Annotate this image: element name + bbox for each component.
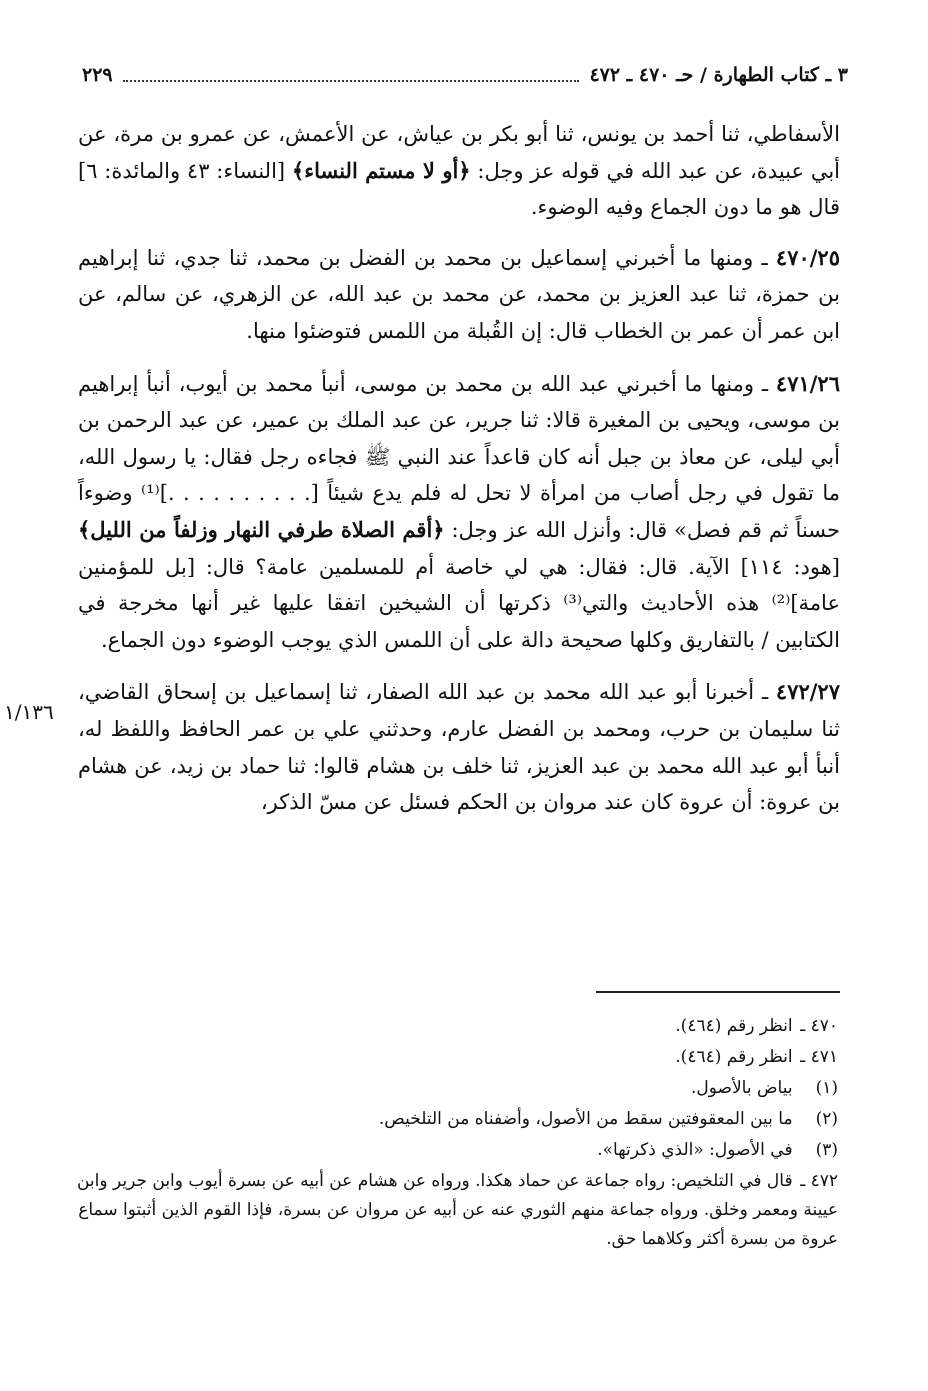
paragraph-text: ـ أخبرنا أبو عبد الله محمد بن عبد الله الصفار، ثنا إسماعيل بن إسحاق القاضي، ثنا سليمان بن حرب، ومحمد بن الفضل عارم، وحدثني علي بن عمر الحافظ واللفظ له، أنبأ أبو عبد الله محمد بن عبد العزيز، ثنا خلف بن هشام قالوا: ثنا حماد بن زيد، عن هشام بن عروة: أن عروة كان عند مروان بن الحكم فسئل عن مسّ الذكر،: [78, 680, 840, 815]
footnotes: [70, 1012, 838, 1256]
hadith-471: [78, 366, 840, 659]
footnote-mark: (٣): [815, 1140, 838, 1160]
footnote-text: في الأصول: «الذي ذكرتها».: [597, 1140, 793, 1160]
footnote-item: [70, 1074, 838, 1103]
quran-quote: ﴿أقم الصلاة طرفي النهار وزلفاً من الليل﴾: [78, 516, 445, 542]
paragraph-text: ـ ومنها ما أخبرني إسماعيل بن محمد بن الفضل بن محمد، ثنا جدي، ثنا إبراهيم بن حمزة، ثنا عبد العزيز بن محمد، عن محمد بن عبد الله، عن الزهري، عن سالم، عن ابن عمر أن عمر بن الخطاب قال: إن القُبلة من اللمس فتوضئوا منها.: [78, 245, 840, 343]
footnote-item: [70, 1105, 838, 1134]
margin-reference: ١/١٣٦: [4, 700, 54, 724]
header-dot-leader: [123, 68, 580, 82]
main-text: [78, 116, 840, 837]
footnote-divider: [596, 991, 840, 993]
footnote-text: انظر رقم (٤٦٤).: [675, 1047, 793, 1067]
footnote-item: [70, 1167, 838, 1254]
hadith-number: ٤٧٢/٢٧: [775, 679, 840, 705]
footnote-item: [70, 1043, 838, 1072]
paragraph-continuation: [78, 116, 840, 226]
footnote-mark: ٤٧٢ ـ: [800, 1171, 838, 1191]
paragraph-text: الأسفاطي، ثنا أحمد بن يونس، ثنا أبو بكر بن عياش، عن الأعمش، عن عمرو بن مرة، عن أبي عبيدة، عن عبد الله في قوله عز وجل:: [78, 122, 840, 183]
hadith-number: ٤٧١/٢٦: [775, 370, 840, 396]
running-header: [82, 58, 848, 92]
footnote-mark: (١): [815, 1078, 838, 1098]
paragraph-tail: [النساء: ٤٣ والمائدة: ٦] قال هو ما دون الجماع وفيه الوضوء.: [78, 158, 840, 220]
footnote-item: [70, 1136, 838, 1165]
footnote-mark: (٢): [815, 1109, 838, 1129]
hadith-472: [78, 674, 840, 820]
footnote-text: ما بين المعقوفتين سقط من الأصول، وأضفناه من التلخيص.: [378, 1109, 793, 1129]
footnote-text: قال في التلخيص: رواه جماعة عن حماد هكذا. ورواه عن هشام عن أبيه عن بسرة أيوب وابن جرير وابن عيينة ومعمر وخلق. ورواه جماعة منهم الثوري عنه عن أبيه عن مروان عن بسرة، فإذا القوم الذين أثبتوا سماع عروة من بسرة أكثر وكلاهما حق.: [76, 1171, 838, 1249]
footnote-mark: ٤٧٠ ـ: [800, 1016, 838, 1036]
footnote-mark: ٤٧١ ـ: [800, 1047, 838, 1067]
quran-quote: ﴿أو لا مستم النساء﴾: [291, 157, 471, 183]
footnote-text: بياض بالأصول.: [691, 1078, 793, 1098]
hadith-470: [78, 240, 840, 350]
paragraph-tail: [هود: ١١٤] الآية. قال: فقال: هي لي خاصة أم للمسلمين عامة؟ قال: [بل للمؤمنين عامة]⁽²⁾ هذه الأحاديث والتي⁽³⁾ ذكرتها أن الشيخين اتفقا عليها غير أنها مخرجة في الكتابين / بالتفاريق وكلها صحيحة دالة على أن اللمس الذي يوجب الوضوء دون الجماع.: [78, 554, 840, 652]
page-number: ٢٢٩: [82, 64, 113, 86]
footnote-item: [70, 1012, 838, 1041]
chapter-title: ٣ ـ كتاب الطهارة / حـ ٤٧٠ ـ ٤٧٢: [589, 64, 848, 86]
hadith-number: ٤٧٠/٢٥: [775, 244, 840, 270]
footnote-text: انظر رقم (٤٦٤).: [675, 1016, 793, 1036]
paragraph-text: ـ ومنها ما أخبرني عبد الله بن محمد بن موسى، أنبأ محمد بن أيوب، أنبأ إبراهيم بن موسى، ويحيى بن المغيرة قالا: ثنا جرير، عن عبد الملك بن عمير، عن عبد الرحمن بن أبي ليلى، عن معاذ بن جبل أنه كان قاعداً عند النبي ﷺ فجاءه رجل فقال: يا رسول الله، ما تقول في رجل أصاب من امرأة لا تحل له فلم يدع شيئاً [. . . . . . . . . .]⁽¹⁾ وضوءاً حسناً ثم قم فصل» قال: وأنزل الله عز وجل:: [78, 371, 840, 542]
